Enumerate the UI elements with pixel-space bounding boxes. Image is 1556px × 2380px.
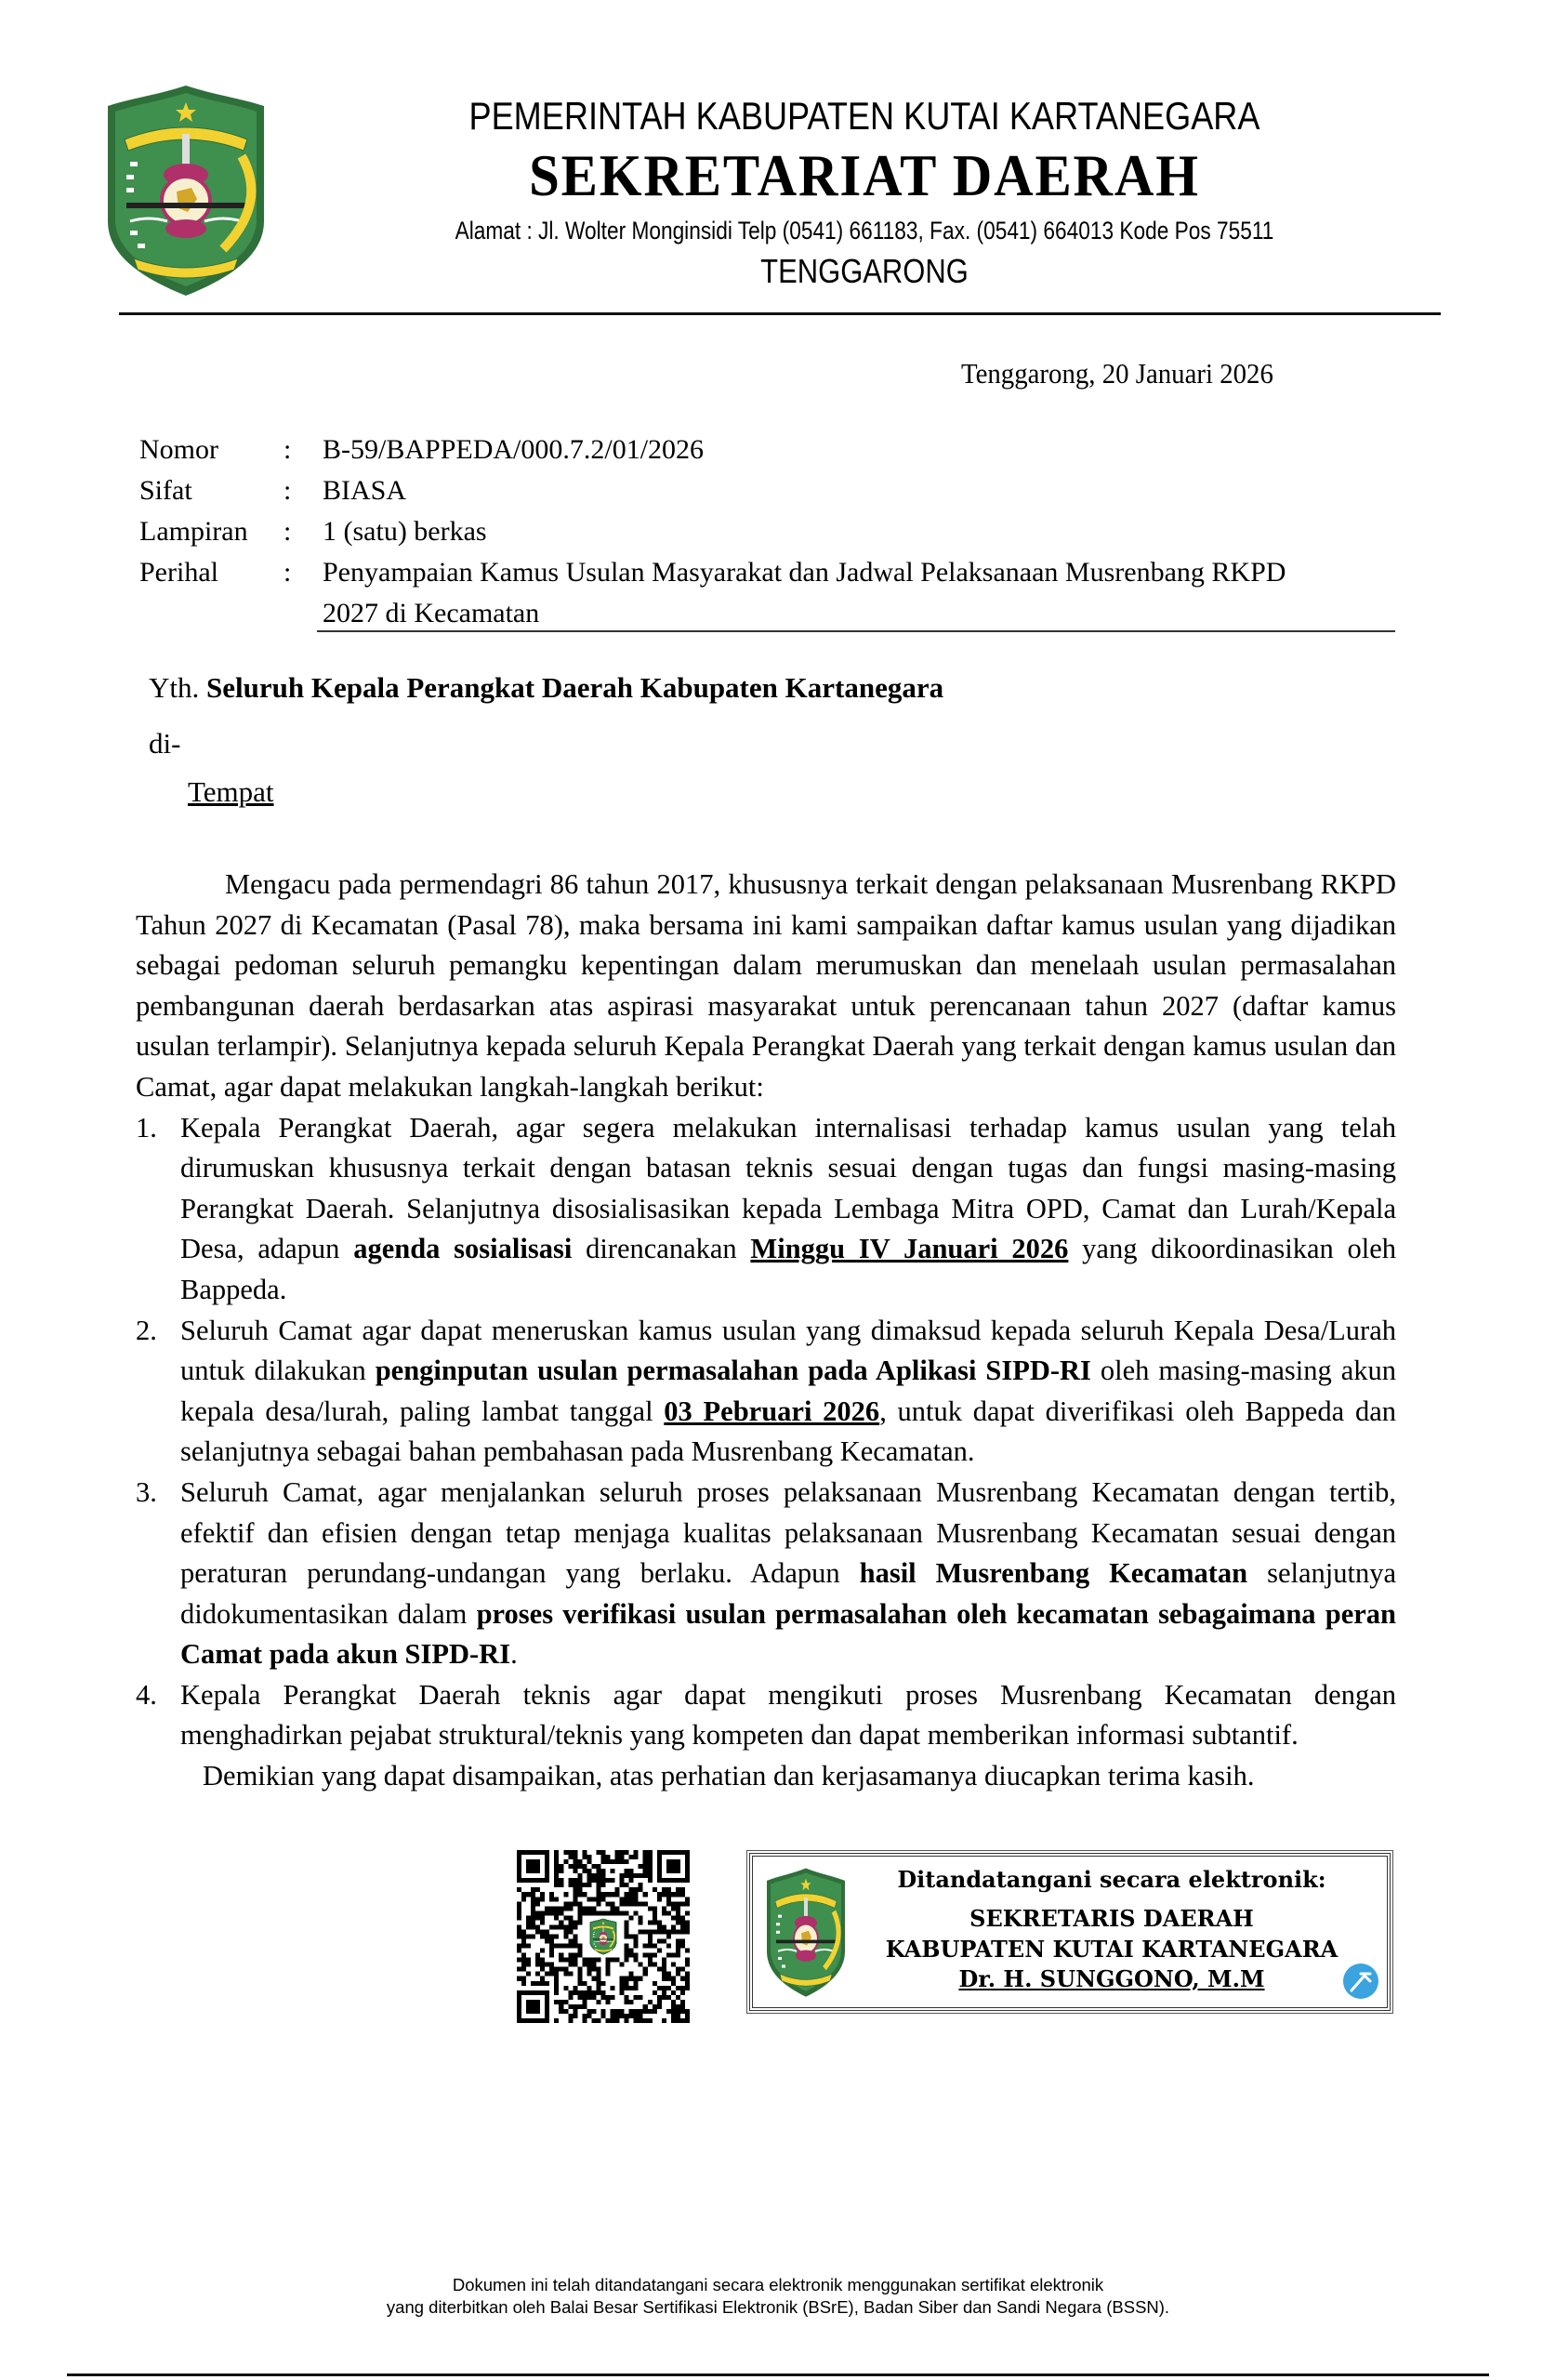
recipient-prefix: Yth.: [149, 671, 200, 704]
meta-colon: :: [284, 434, 292, 465]
step-text-run: Kepala Perangkat Daerah, agar segera melakukan internalisasi terhadap kamus usulan yang telah dirumuskan khususnya terkait dengan batasan teknis sesuai dengan tugas dan fungsi masing-masing Perangkat Daerah. Selanjutnya disosialisasikan kepada Lembaga Mitra OPD, Camat dan Lurah/Kepala Desa, adapun: [180, 1111, 1396, 1265]
step-item: [136, 1473, 1396, 1675]
step-item: [136, 1311, 1396, 1473]
disclaimer-line-2: yang diterbitkan oleh Balai Besar Sertifikasi Elektronik (BSrE), Badan Siber dan Sandi Negara (BSSN).: [386, 2297, 1170, 2317]
step-text: [180, 1315, 1396, 1468]
signature-text: [846, 1862, 1378, 1994]
closing-paragraph: Demikian yang dapat disampaikan, atas perhatian dan kerjasamanya diucapkan terima kasih.: [203, 1760, 1255, 1792]
e-signature-disclaimer: [0, 2274, 1556, 2319]
meta-label: Sifat: [139, 475, 192, 506]
recipient-name: Seluruh Kepala Perangkat Daerah Kabupaten Kartanegara: [206, 671, 944, 704]
meta-value: B-59/BAPPEDA/000.7.2/01/2026: [323, 434, 705, 465]
step-text-run: oleh masing-masing akun kepala desa/lurah, paling lambat tanggal: [180, 1355, 1396, 1427]
emphasis-text: proses verifikasi usulan permasalahan oleh kecamatan sebagaimana peran Camat pada akun SIPD-RI: [180, 1597, 1397, 1671]
step-text-run: .: [510, 1638, 518, 1671]
qr-code-icon[interactable]: [517, 1850, 690, 2023]
signature-header: Ditandatangani secara elektronik:: [897, 1866, 1326, 1893]
meta-row-lampiran: [139, 511, 1345, 552]
bsre-signature-icon: [1342, 1963, 1379, 2000]
meta-label: Perihal: [139, 557, 218, 588]
office-title: SEKRETARIAT DAERAH: [529, 142, 1200, 208]
step-text-run: yang dikoordinasikan oleh Bappeda.: [180, 1233, 1397, 1305]
emphasis-text: agenda sosialisasi: [353, 1233, 573, 1265]
meta-colon: :: [284, 557, 292, 588]
meta-colon: :: [284, 516, 292, 547]
footer-divider: [67, 2373, 1489, 2376]
signatory-agency: KABUPATEN KUTAI KARTANEGARA: [885, 1936, 1338, 1963]
steps-list: [136, 1108, 1396, 1757]
kutai-kartanegara-emblem-icon: [102, 82, 270, 298]
step-number: 2.: [136, 1314, 157, 1346]
emphasis-text: hasil Musrenbang Kecamatan: [859, 1557, 1248, 1590]
recipient-di: di-: [149, 727, 181, 760]
office-address: Alamat : Jl. Wolter Monginsidi Telp (0541) 661183, Fax. (0541) 664013 Kode Pos 75511: [455, 217, 1274, 245]
disclaimer-line-1: Dokumen ini telah ditandatangani secara elektronik menggunakan sertifikat elektronik: [452, 2275, 1104, 2294]
step-text-run: Kepala Perangkat Daerah teknis agar dapat mengikuti proses Musrenbang Kecamatan dengan menghadirkan pejabat struktural/teknis yang kompeten dan dapat memberikan informasi subtantif.: [180, 1678, 1396, 1752]
signatory-position: SEKRETARIS DAERAH: [969, 1905, 1254, 1932]
meta-colon: :: [284, 475, 292, 506]
step-text: [180, 1679, 1396, 1752]
meta-divider: [317, 630, 1395, 632]
step-number: 4.: [136, 1678, 157, 1711]
step-text-run: Seluruh Camat agar dapat meneruskan kamus usulan yang dimaksud kepada seluruh Kepala Desa/Lurah untuk dilakukan: [180, 1314, 1396, 1387]
letter-meta: [139, 430, 1345, 634]
step-number: 1.: [136, 1111, 157, 1144]
step-item: [136, 1108, 1396, 1311]
meta-row-sifat: [139, 470, 1345, 511]
meta-value: 1 (satu) berkas: [323, 516, 487, 547]
letterhead: [316, 93, 1413, 292]
recipient-place: Tempat: [188, 775, 274, 808]
step-item: [136, 1675, 1396, 1756]
meta-value: BIASA: [323, 475, 407, 506]
deadline-text: 03 Pebruari 2026: [664, 1395, 880, 1427]
intro-paragraph: Mengacu pada permendagri 86 tahun 2017, khususnya terkait dengan pelaksanaan Musrenbang RKPD Tahun 2027 di Kecamatan (Pasal 78), maka bersama ini kami sampaikan daftar kamus usulan yang dijadikan sebagai pedoman seluruh pemangku kepentingan dalam merumuskan dan menelaah usulan permasalahan pembangunan daerah berdasarkan atas aspirasi masyarakat untuk perencanaan tahun 2027 (daftar kamus usulan terlampir). Selanjutnya kepada seluruh Kepala Perangkat Daerah yang terkait dengan kamus usulan dan Camat, agar dapat melakukan langkah-langkah berikut:: [136, 868, 1396, 1103]
kutai-kartanegara-emblem-icon: [764, 1866, 848, 1998]
meta-row-nomor: [139, 430, 1345, 470]
recipient: [149, 671, 943, 705]
electronic-signature-box: [749, 1853, 1391, 2011]
government-name: PEMERINTAH KABUPATEN KUTAI KARTANEGARA: [468, 94, 1260, 138]
letterhead-divider: [119, 312, 1441, 315]
step-text-run: direncanakan: [572, 1233, 751, 1265]
step-text: [180, 1476, 1396, 1670]
emphasis-text: penginputan usulan permasalahan pada Aplikasi SIPD-RI: [375, 1355, 1091, 1387]
step-text-run: selanjutnya didokumentasikan dalam: [180, 1557, 1396, 1630]
meta-label: Nomor: [139, 434, 218, 465]
step-text: [180, 1112, 1396, 1305]
office-city: TENGGARONG: [760, 252, 969, 290]
step-text-run: , untuk dapat diverifikasi oleh Bappeda dan selanjutnya sebagai bahan pembahasan pada Musrenbang Kecamatan.: [180, 1395, 1396, 1468]
meta-label: Lampiran: [139, 516, 248, 547]
deadline-text: Minggu IV Januari 2026: [750, 1233, 1069, 1265]
letter-date: Tenggarong, 20 Januari 2026: [961, 357, 1273, 390]
meta-row-perihal: [139, 552, 1345, 634]
step-number: 3.: [136, 1475, 157, 1508]
meta-value: Penyampaian Kamus Usulan Masyarakat dan Jadwal Pelaksanaan Musrenbang RKPD 2027 di Kecamatan: [323, 557, 1286, 628]
letter-body: [136, 865, 1396, 1797]
signatory-name: Dr. H. SUNGGONO, M.M: [958, 1965, 1265, 1992]
step-text-run: Seluruh Camat, agar menjalankan seluruh proses pelaksanaan Musrenbang Kecamatan dengan tertib, efektif dan efisien dengan tetap menjaga kualitas pelaksanaan Musrenbang Kecamatan sesuai dengan peraturan perundang-undangan yang berlaku. Adapun: [180, 1475, 1396, 1590]
